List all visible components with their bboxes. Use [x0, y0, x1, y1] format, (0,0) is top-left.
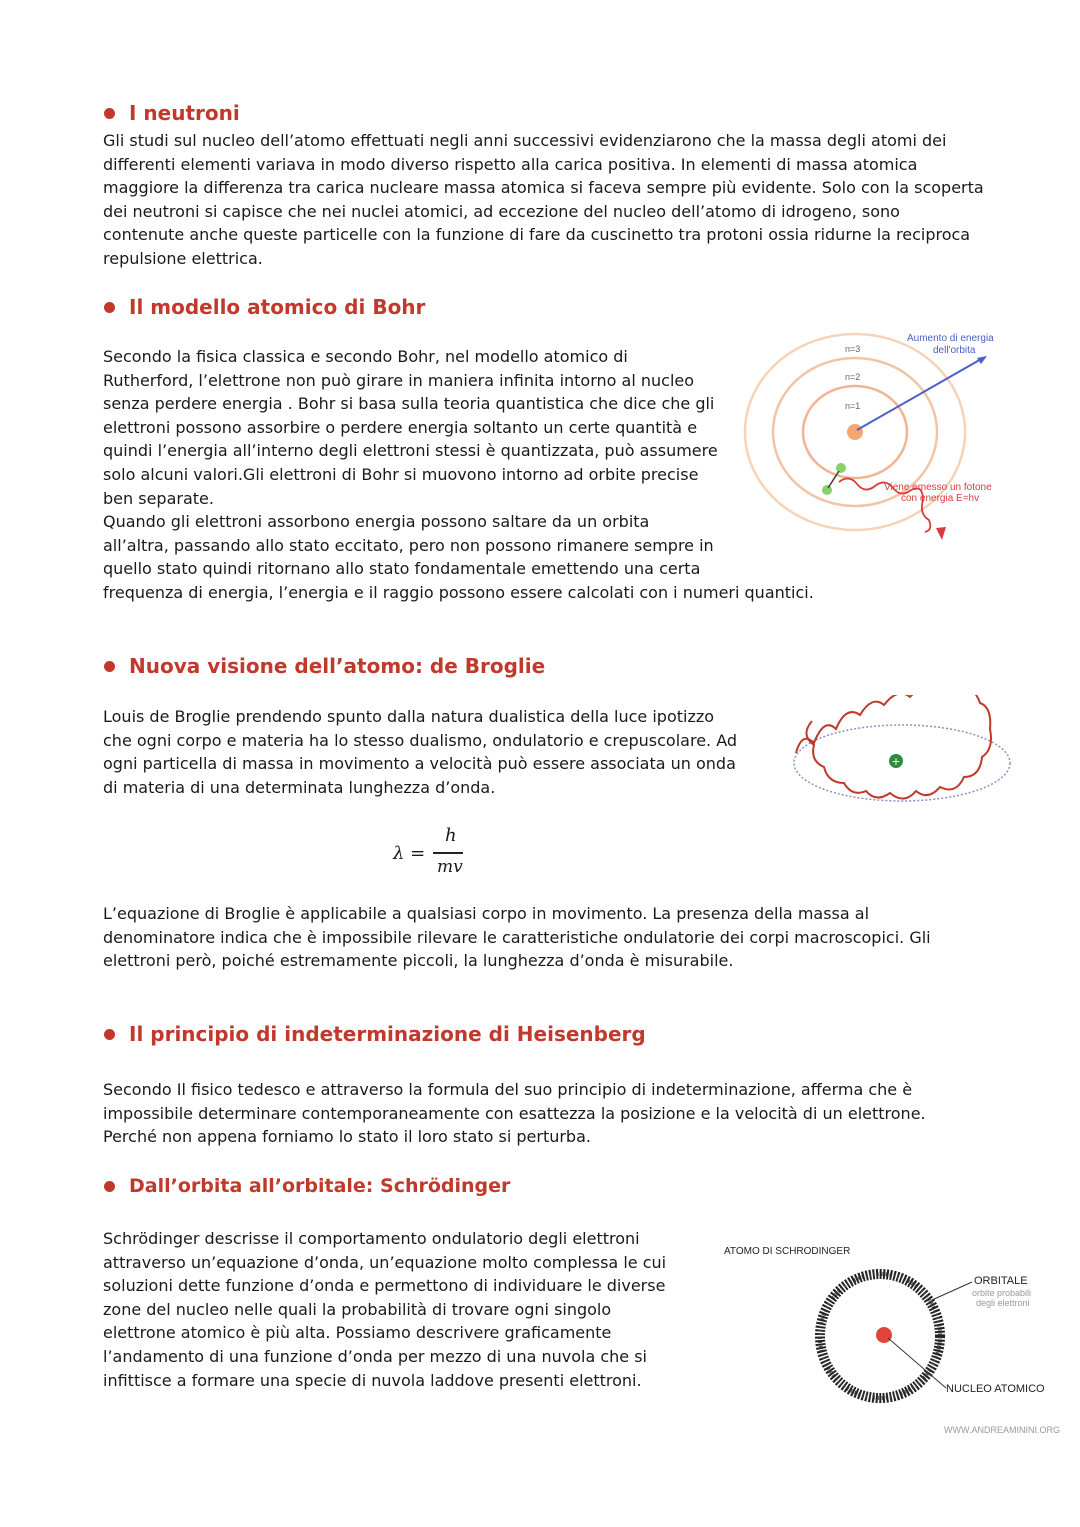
electron-lower	[822, 485, 832, 495]
fraction-bar	[433, 852, 463, 854]
broglie-paragraph: Louis de Broglie prendendo spunto dalla natura dualistica della luce ipotizzo che ogni corpo e materia ha lo stesso dualismo, ondulatorio e crepuscolare. Ad ogni particella di massa in movimento a velocità può essere associata un onda di materia di una determinata lunghezza d’onda.	[103, 707, 738, 797]
broglie-paragraph-2: L’equazione di Broglie è applicabile a qualsiasi corpo in movimento. La presenza della massa al denominatore indica che è impossibile rilevare le caratteristiche ondulatorie dei corpi macroscopici. Gli elettroni però, poiché estremamente piccoli, la lunghezza d’onda è misurabile.	[103, 904, 931, 971]
heisenberg-paragraph: Secondo Il fisico tedesco e attraverso la formula del suo principio di indeterminazione, afferma che è impossibile determinare contemporaneamente con esattezza la posizione e la velocità di un elettrone. Perché non appena forniamo lo stato il loro stato si perturba.	[103, 1080, 926, 1147]
schrodinger-atom-figure: ATOMO DI SCHRODINGER ORBITALE orbite probabili degli elettroni NUCLEO ATOMICO WWW.ANDREAMININI.ORG	[720, 1240, 1070, 1440]
heading-bohr: Il modello atomico di Bohr	[104, 295, 425, 319]
de-broglie-formula: λ = h mv	[393, 825, 463, 877]
orbital-cloud-diagram	[720, 1240, 1070, 1440]
bohr-orbits-diagram	[735, 330, 1025, 545]
schrodinger-paragraph: Schrödinger descrisse il comportamento ondulatorio degli elettroni attraverso un’equazione d’onda, un’equazione molto complessa le cui soluzioni dette funzione d’onda e permettono di individuare le diverse zone del nucleo nelle quali la probabilità di trovare ogni singolo elettrone atomico è più alta. Possiamo descrivere graficamente l’andamento di una funzione d’onda per mezzo di una nuvola che si infittisce a formare una specie di nuvola laddove presenti elettroni.	[103, 1229, 667, 1390]
neutroni-paragraph: Gli studi sul nucleo dell’atomo effettuati negli anni successivi evidenziarono che la massa degli atomi dei differenti elementi variava in modo diverso rispetto alla carica positiva. In elementi di massa atomica maggiore la differenza tra carica nucleare massa atomica si faceva sempre più evidente. Solo con la scoperta dei neutroni si capisce che nei nuclei atomici, ad eccezione del nucleo dell’atomo di idrogeno, sono contenute anche queste particelle con la funzione di fare da cuscinetto tra protoni ossia ridurne la reciproca repulsione elettrica.	[103, 131, 984, 268]
bullet-icon	[104, 1181, 115, 1192]
standing-wave-orbit-diagram	[780, 695, 1025, 840]
broglie-wave-figure	[780, 695, 1025, 840]
svg-text:+: +	[891, 755, 901, 768]
bullet-icon	[104, 108, 115, 119]
heading-heisenberg: Il principio di indeterminazione di Heisenberg	[104, 1022, 646, 1046]
bohr-atom-figure: n=3 n=2 n=1 Aumento di energia dell'orbita Viene emesso un fotone con energia E=hv	[735, 330, 1025, 545]
bohr-paragraph: Secondo la fisica classica e secondo Bohr, nel modello atomico di Rutherford, l’elettrone non può girare in maniera infinita intorno al nucleo senza perdere energia . Bohr si basa sulla teoria quantistica che dice che gli elettroni possono assorbire o perdere energia soltanto un certe quantità e quindi l’energia all’interno degli elettroni stessi è quantizzata, può assumere solo alcuni valori.Gli elettroni di Bohr si muovono intorno ad orbite precise ben separate. Quando gli elettroni assorbono energia possono saltare da un orbita all’altra, passando allo stato eccitato, pero non possono rimanere sempre in quello stato quindi ritornano allo stato fondamentale emettendo una certa frequenza di energia, l’energia e il raggio possono essere calcolati con i numeri quantici.	[103, 347, 814, 602]
heading-neutroni: I neutroni	[104, 101, 240, 125]
bullet-icon	[104, 302, 115, 313]
heading-broglie: Nuova visione dell’atomo: de Broglie	[104, 654, 545, 678]
nucleus	[876, 1327, 892, 1343]
electron-upper	[836, 463, 846, 473]
nucleus	[847, 424, 863, 440]
bullet-icon	[104, 661, 115, 672]
bullet-icon	[104, 1029, 115, 1040]
heading-schrodinger: Dall’orbita all’orbitale: Schrödinger	[104, 1175, 510, 1197]
